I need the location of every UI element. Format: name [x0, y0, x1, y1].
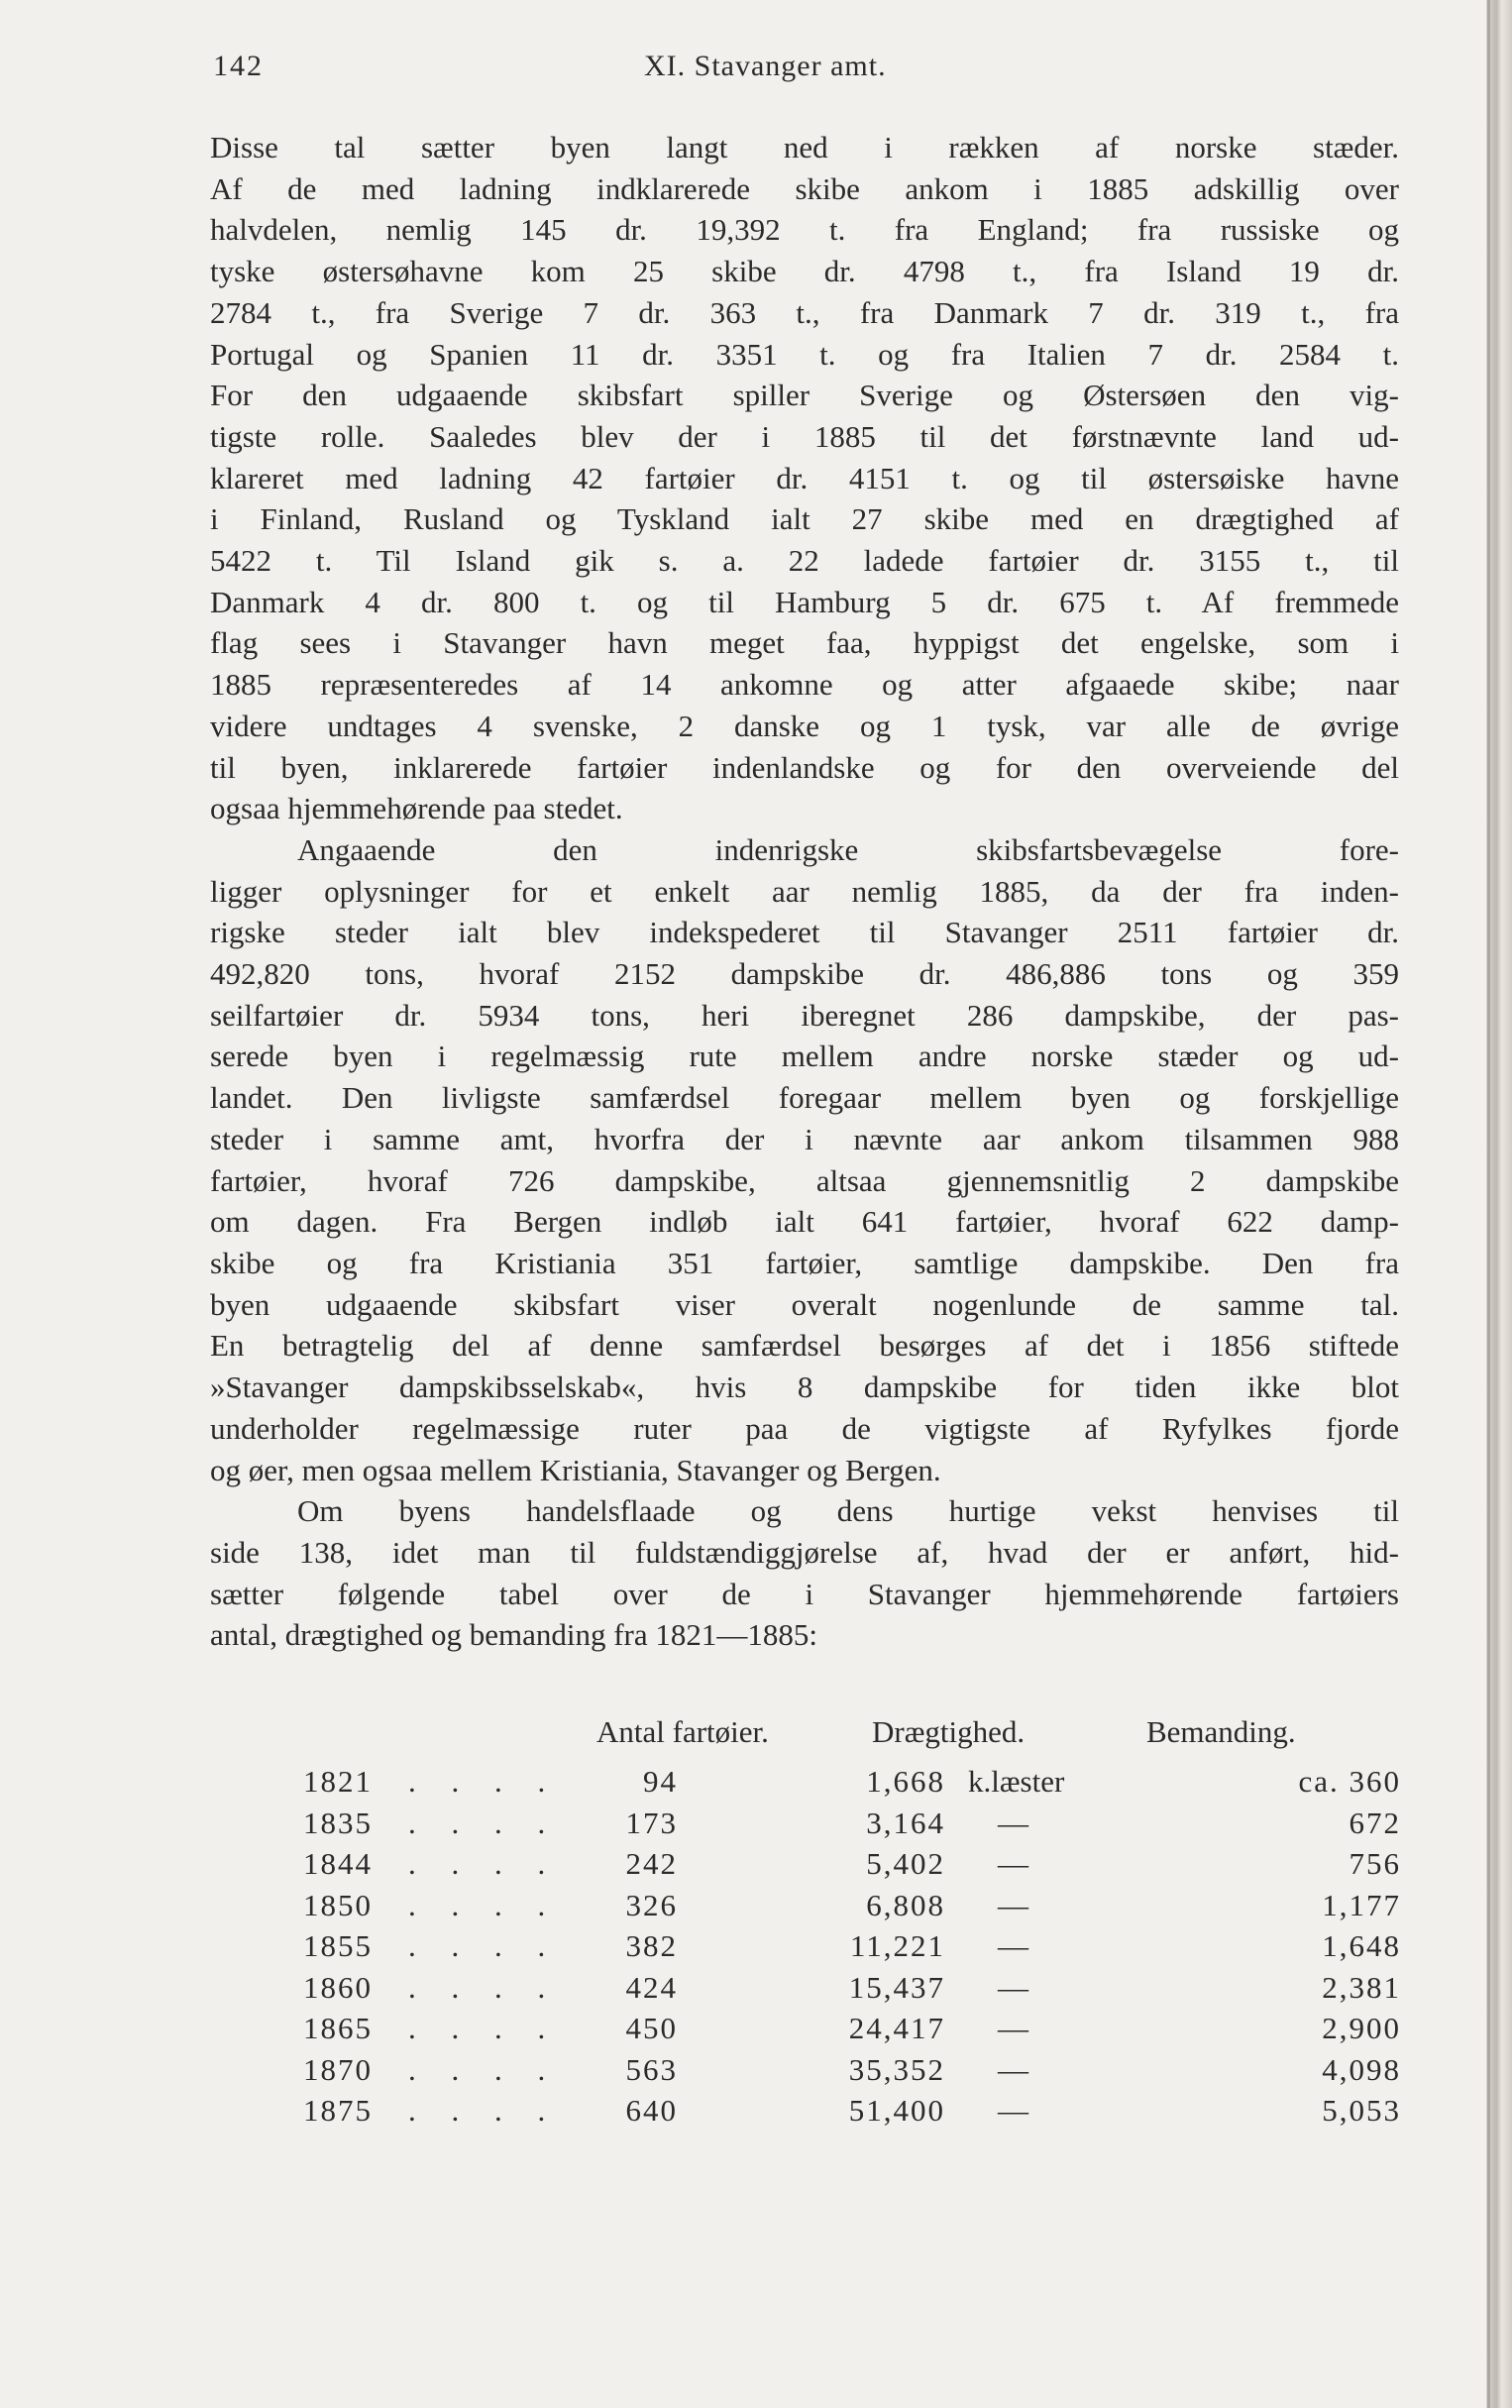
year-cell: 1875: [303, 2093, 373, 2128]
header-draegtighed: Drægtighed.: [872, 1714, 1026, 1749]
antal-cell: 326: [625, 1887, 678, 1922]
text-line: antal, drægtighed og bemanding fra 1821—1885:: [210, 1617, 817, 1653]
text-line: ogsaa hjemmehørende paa stedet.: [210, 791, 623, 826]
draegtighed-cell: 15,437: [848, 1969, 945, 2005]
antal-cell: 242: [625, 1846, 678, 1881]
bemanding-cell: 2,381: [1322, 1969, 1401, 2005]
leader-dots: . . . .: [408, 1764, 560, 1799]
draegtighed-cell: 24,417: [848, 2011, 945, 2045]
text-line: underholder regelmæssige ruter paa de vigtigste af Ryfylkes fjorde: [210, 1410, 1399, 1446]
leader-dots: . . . .: [408, 1928, 560, 1963]
paragraph-foreign-shipping: [210, 127, 1399, 829]
text-line: For den udgaaende skibsfart spiller Sverige og Østersøen den vig-: [210, 378, 1399, 413]
unit-cell: —: [998, 2011, 1028, 2045]
text-line: og øer, men ogsaa mellem Kristiania, Stavanger og Bergen.: [210, 1452, 941, 1487]
text-line: 5422 t. Til Island gik s. a. 22 ladede fartøier dr. 3155 t., til: [210, 543, 1399, 579]
unit-cell: k.læster: [968, 1764, 1065, 1799]
text-line: tigste rolle. Saaledes blev der i 1885 til det førstnævnte land ud-: [210, 418, 1399, 454]
draegtighed-cell: 35,352: [848, 2051, 945, 2087]
draegtighed-cell: 1,668: [866, 1764, 945, 1799]
draegtighed-cell: 11,221: [849, 1928, 945, 1963]
text-line: 492,820 tons, hvoraf 2152 dampskibe dr. 486,886 tons og 359: [210, 956, 1399, 992]
bemanding-cell: 4,098: [1322, 2051, 1401, 2087]
text-line: flag sees i Stavanger havn meget faa, hyppigst det engelske, som i: [210, 625, 1399, 661]
bemanding-cell: 1,648: [1322, 1928, 1401, 1963]
bemanding-cell: 2,900: [1322, 2011, 1401, 2045]
leader-dots: . . . .: [408, 2011, 560, 2045]
unit-cell: —: [998, 2051, 1028, 2087]
table-row: [210, 1928, 1399, 1970]
year-cell: 1835: [303, 1805, 373, 1840]
draegtighed-cell: 5,402: [866, 1846, 945, 1881]
page-number: 142: [213, 50, 264, 82]
table-row: [210, 1806, 1399, 1847]
text-line: 1885 repræsenteredes af 14 ankomne og atter afgaaede skibe; naar: [210, 667, 1399, 703]
year-cell: 1844: [303, 1846, 373, 1881]
unit-cell: —: [998, 1928, 1028, 1963]
text-line: »Stavanger dampskibsselskab«, hvis 8 dampskibe for tiden ikke blot: [210, 1369, 1399, 1405]
text-line: klareret med ladning 42 fartøier dr. 4151 t. og til østersøiske havne: [210, 460, 1399, 495]
table-body: [210, 1764, 1399, 2134]
year-cell: 1855: [303, 1928, 373, 1963]
text-line: halvdelen, nemlig 145 dr. 19,392 t. fra England; fra russiske og: [210, 212, 1399, 248]
text-line: ligger oplysninger for et enkelt aar nemlig 1885, da der fra inden-: [210, 873, 1399, 909]
unit-cell: —: [998, 1887, 1028, 1922]
unit-cell: —: [998, 2093, 1028, 2128]
antal-cell: 640: [625, 2093, 678, 2128]
bemanding-cell: 756: [1349, 1846, 1401, 1881]
leader-dots: . . . .: [408, 1805, 560, 1840]
table-row: [210, 2052, 1399, 2094]
antal-cell: 94: [643, 1764, 678, 1799]
body-text: [210, 127, 1399, 1656]
bemanding-cell: ca. 360: [1298, 1764, 1401, 1799]
leader-dots: . . . .: [408, 1846, 560, 1881]
leader-dots: . . . .: [408, 1887, 560, 1922]
text-line: sætter følgende tabel over de i Stavanger hjemmehørende fartøiers: [210, 1576, 1399, 1611]
antal-cell: 450: [625, 2011, 678, 2045]
page-header: [213, 50, 1402, 99]
bemanding-cell: 1,177: [1322, 1887, 1401, 1922]
text-line: til byen, inklarerede fartøier indenlandske og for den overveiende del: [210, 749, 1399, 785]
draegtighed-cell: 51,400: [848, 2093, 945, 2128]
text-line: Disse tal sætter byen langt ned i rækken af norske stæder.: [210, 130, 1399, 164]
bemanding-cell: 5,053: [1322, 2093, 1401, 2128]
text-line: tyske østersøhavne kom 25 skibe dr. 4798 t., fra Island 19 dr.: [210, 254, 1399, 289]
table-row: [210, 1846, 1399, 1888]
table-row: [210, 2093, 1399, 2134]
text-line: byen udgaaende skibsfart viser overalt nogenlunde de samme tal.: [210, 1286, 1399, 1322]
header-bemanding: Bemanding.: [1146, 1714, 1296, 1749]
antal-cell: 173: [625, 1805, 678, 1840]
unit-cell: —: [998, 1805, 1028, 1840]
text-line: En betragtelig del af denne samfærdsel besørges af det i 1856 stiftede: [210, 1328, 1399, 1364]
antal-cell: 424: [625, 1969, 678, 2005]
unit-cell: —: [998, 1846, 1028, 1881]
paragraph-domestic-shipping: [210, 829, 1399, 1490]
text-line: om dagen. Fra Bergen indløb ialt 641 fartøier, hvoraf 622 damp-: [210, 1204, 1399, 1240]
year-cell: 1865: [303, 2011, 373, 2045]
draegtighed-cell: 6,808: [866, 1887, 945, 1922]
year-cell: 1821: [303, 1764, 373, 1799]
text-line: rigske steder ialt blev indekspederet til Stavanger 2511 fartøier dr.: [210, 915, 1399, 950]
antal-cell: 563: [625, 2051, 678, 2087]
page-edge-line: [1487, 0, 1490, 2408]
table-row: [210, 1970, 1399, 2012]
year-cell: 1850: [303, 1887, 373, 1922]
text-line: steder i samme amt, hvorfra der i nævnte aar ankom tilsammen 988: [210, 1121, 1399, 1156]
text-line: side 138, idet man til fuldstændiggjørelse af, hvad der er anført, hid-: [210, 1534, 1399, 1570]
unit-cell: —: [998, 1969, 1028, 2005]
text-line: Angaaende den indenrigske skibsfartsbevægelse fore-: [297, 831, 1399, 867]
leader-dots: . . . .: [408, 2051, 560, 2087]
bemanding-cell: 672: [1349, 1805, 1401, 1840]
paragraph-merchant-fleet: [210, 1490, 1399, 1656]
table-row: [210, 1764, 1399, 1806]
text-line: serede byen i regelmæssig rute mellem andre norske stæder og ud-: [210, 1039, 1399, 1074]
antal-cell: 382: [625, 1928, 678, 1963]
text-line: skibe og fra Kristiania 351 fartøier, samtlige dampskibe. Den fra: [210, 1245, 1399, 1280]
year-cell: 1870: [303, 2051, 373, 2087]
text-line: landet. Den livligste samfærdsel foregaar mellem byen og forskjellige: [210, 1080, 1399, 1116]
fleet-table: [210, 1714, 1399, 2134]
table-row: [210, 2011, 1399, 2052]
text-line: Danmark 4 dr. 800 t. og til Hamburg 5 dr. 675 t. Af fremmede: [210, 584, 1399, 619]
text-line: seilfartøier dr. 5934 tons, heri iberegnet 286 dampskibe, der pas-: [210, 997, 1399, 1033]
text-line: Om byens handelsflaade og dens hurtige vekst henvises til: [297, 1493, 1399, 1529]
running-title: XI. Stavanger amt.: [644, 50, 887, 82]
header-antal: Antal fartøier.: [596, 1714, 769, 1749]
table-header: [210, 1714, 1399, 1764]
text-line: Portugal og Spanien 11 dr. 3351 t. og fra Italien 7 dr. 2584 t.: [210, 336, 1399, 372]
text-line: fartøier, hvoraf 726 dampskibe, altsaa gjennemsnitlig 2 dampskibe: [210, 1162, 1399, 1198]
text-line: videre undtages 4 svenske, 2 danske og 1 tysk, var alle de øvrige: [210, 708, 1399, 743]
text-line: 2784 t., fra Sverige 7 dr. 363 t., fra Danmark 7 dr. 319 t., fra: [210, 294, 1399, 330]
year-cell: 1860: [303, 1969, 373, 2005]
draegtighed-cell: 3,164: [866, 1805, 945, 1840]
text-line: Af de med ladning indklarerede skibe ankom i 1885 adskillig over: [210, 170, 1399, 206]
leader-dots: . . . .: [408, 1969, 560, 2005]
table-row: [210, 1888, 1399, 1929]
leader-dots: . . . .: [408, 2093, 560, 2128]
text-line: i Finland, Rusland og Tyskland ialt 27 skibe med en drægtighed af: [210, 501, 1399, 537]
